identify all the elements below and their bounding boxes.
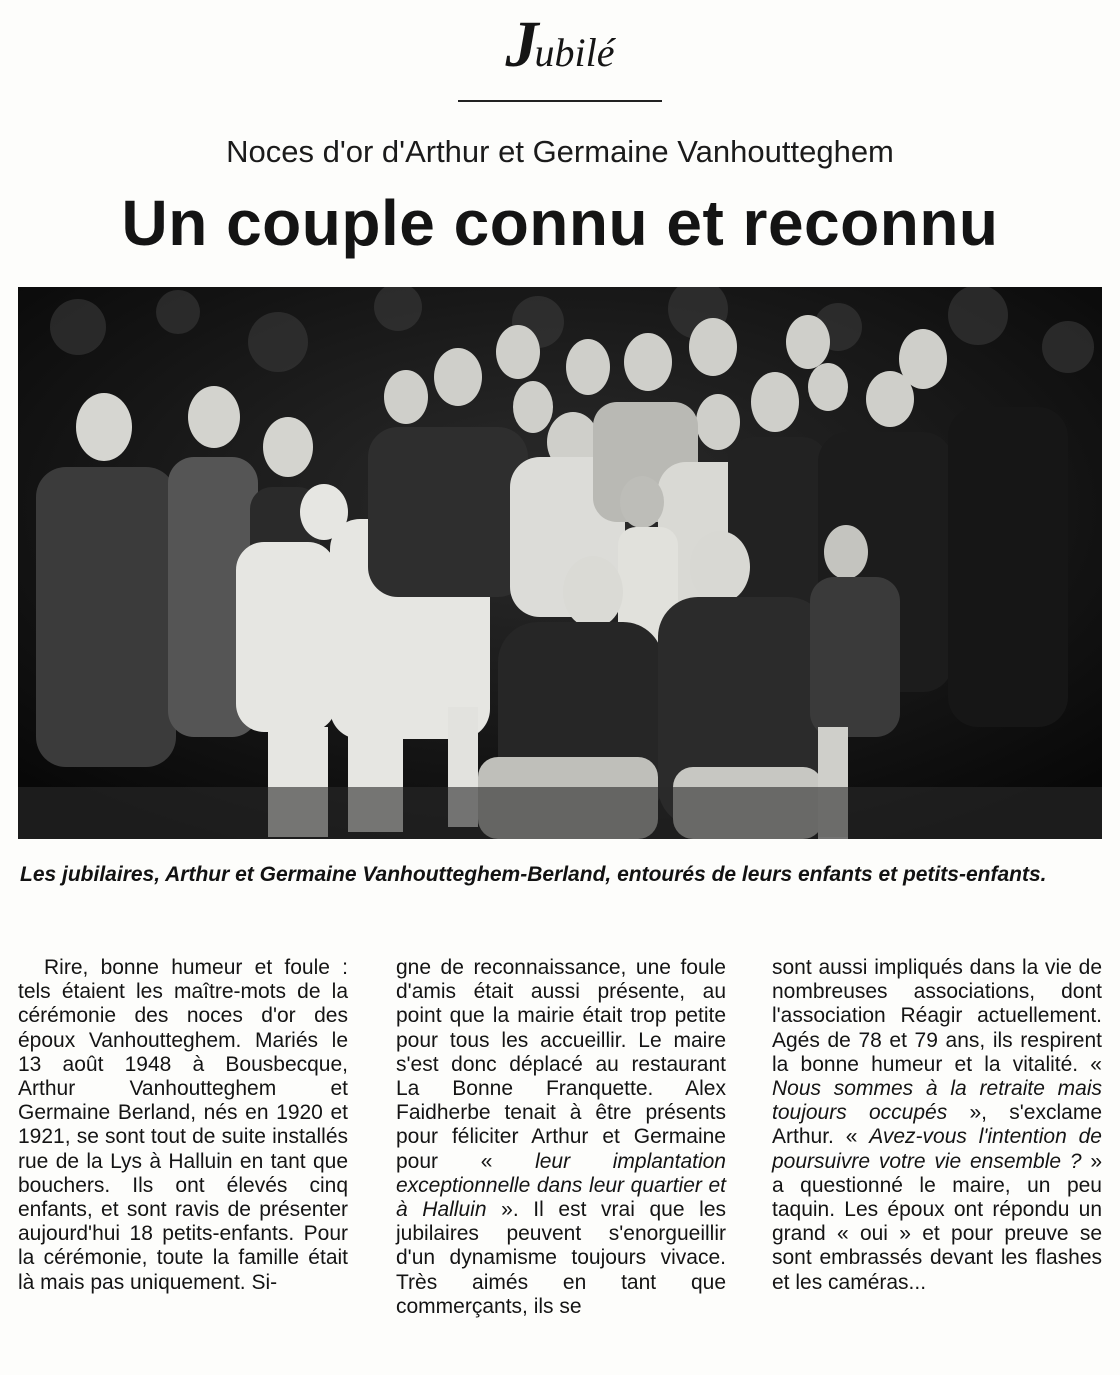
rubric-initial: J xyxy=(505,8,539,81)
article-column-2 xyxy=(396,956,726,1319)
column-2-quote: leur implantation exceptionnelle dans leur quartier et à Halluin xyxy=(396,1149,726,1222)
section-rubric xyxy=(458,8,662,104)
photo-caption: Les jubilaires, Arthur et Germaine Vanhoutteghem-Berland, entourés de leurs enfants et petits-enfants. xyxy=(20,863,1047,886)
column-3-text-a: sont aussi impliqués dans la vie de nombreuses associations, dont l'association Réagir actuellement. Agés de 78 et 79 ans, ils respirent la bonne humeur et la vitalité. « xyxy=(772,956,1102,1076)
rubric-underline xyxy=(458,100,662,102)
column-3-quote-1: Nous sommes à la retraite mais toujours occupés xyxy=(772,1077,1102,1125)
article-column-1 xyxy=(18,956,348,1295)
column-3-text-c: », s'exclame Arthur. « xyxy=(772,1101,1103,1149)
article-column-3 xyxy=(772,956,1102,1295)
column-2-text-a: gne de reconnaissance, une foule d'amis était aussi présente, au point que la mairie était trop petite pour tous les accueillir. Le maire s'est donc déplacé au restaurant La Bonne Franquette. Alex Faidherbe tenait à être présents pour féliciter Arthur et Germaine pour « xyxy=(396,956,726,1173)
article-kicker: Noces d'or d'Arthur et Germaine Vanhoutteghem xyxy=(226,134,894,169)
column-2-text-c: ». Il est vrai que les jubilaires peuvent s'enorgueillir d'un dynamisme toujours vivace. Très aimés en tant que commerçants, ils se xyxy=(396,1198,726,1318)
column-1-text: Rire, bonne humeur et foule : tels étaient les maître-mots de la cérémonie des noces d'or des époux Vanhoutteghem. Mariés le 13 août 1948 à Bousbecque, Arthur Vanhoutteghem et Germaine Berland, nés en 1920 et 1921, se sont tout de suite installés rue de la Lys à Halluin en tant que bouchers. Ils ont élevés cinq enfants, et sont ravis de présenter aujourd'hui 18 petits-enfants. Pour la cérémonie, toute la famille était là mais pas uniquement. Si- xyxy=(18,956,348,1294)
column-3-text-e: » a questionné le maire, un peu taquin. Les époux ont répondu un grand « oui » et pour preuve se sont embrassés devant les flashes et les caméras... xyxy=(772,1149,1102,1294)
photo-illustration xyxy=(18,287,1102,839)
column-3-quote-2: Avez-vous l'intention de poursuivre votre vie ensemble ? xyxy=(772,1125,1102,1173)
rubric-rest: ubilé xyxy=(534,30,615,75)
article-headline: Un couple connu et reconnu xyxy=(121,187,999,259)
family-group-photo xyxy=(18,287,1102,839)
